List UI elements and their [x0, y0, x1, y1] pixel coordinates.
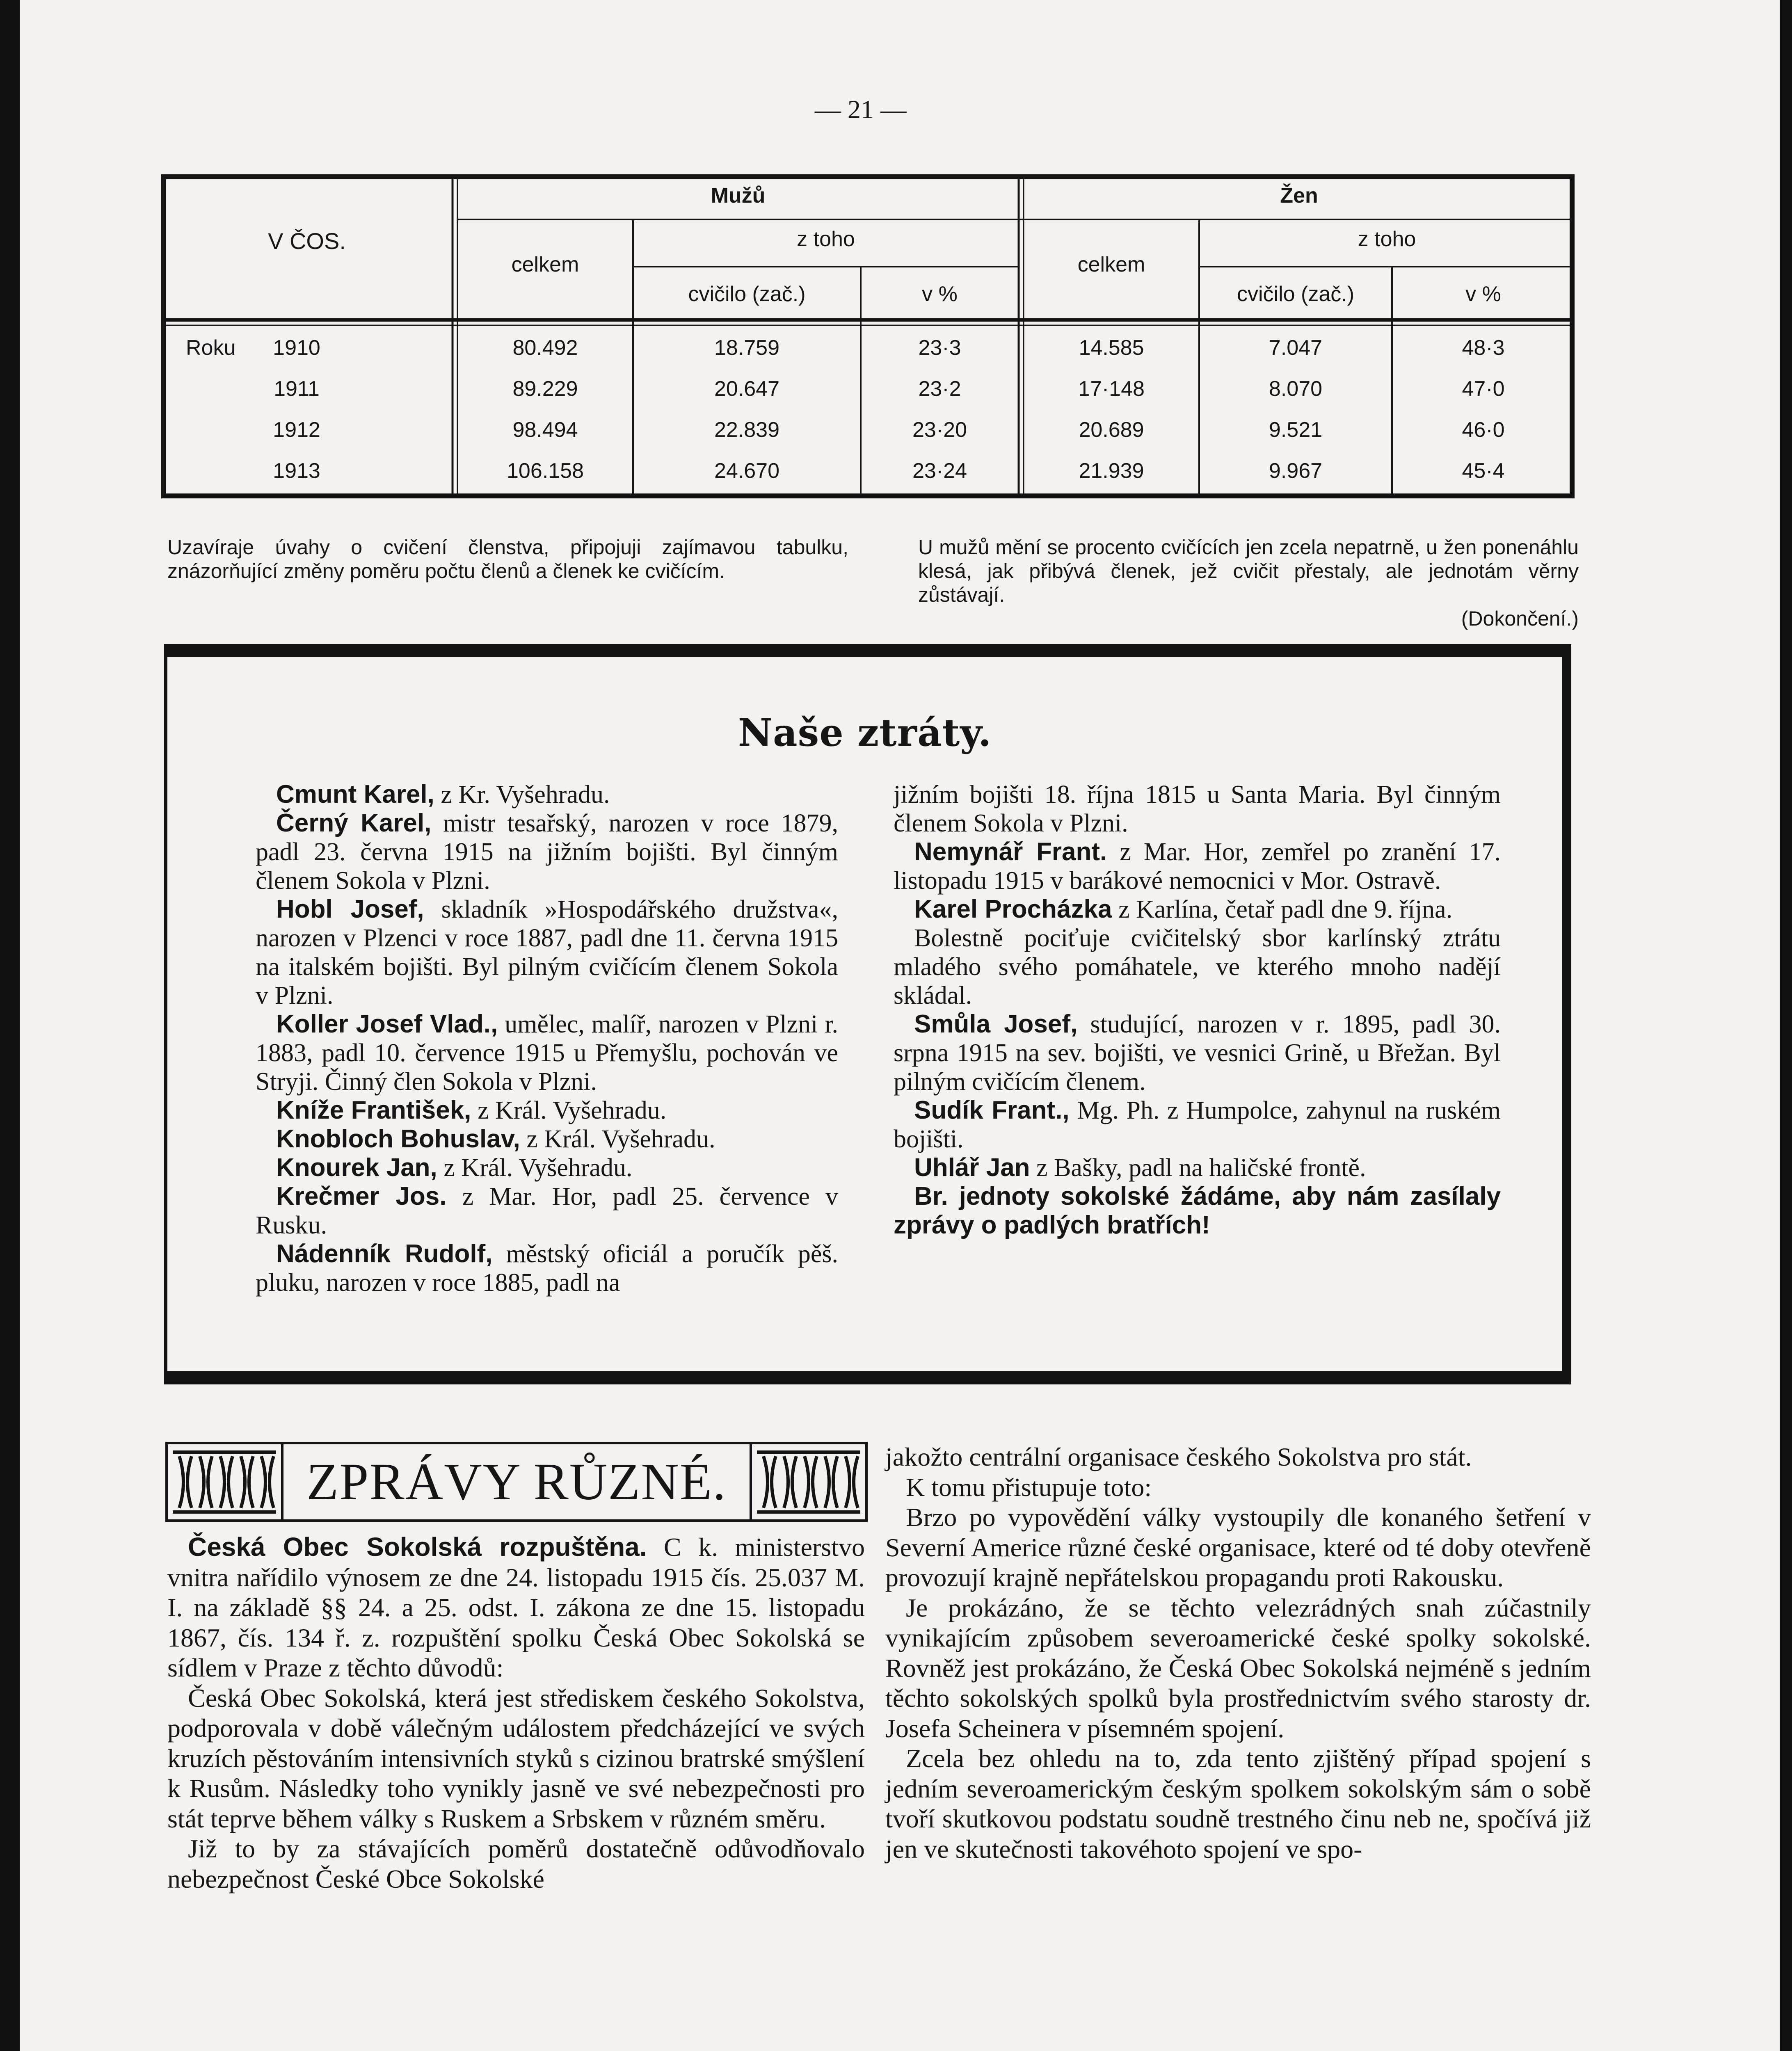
- table-cell: 8.070: [1269, 377, 1323, 401]
- intro-left: [167, 535, 848, 583]
- obituary-entry: Knourek Jan, z Král. Vyšehradu.: [276, 1153, 633, 1182]
- men-exercised-header: cvičilo (zač.): [688, 282, 806, 306]
- page-number: — 21 —: [815, 95, 907, 124]
- table-cell: 46·0: [1462, 418, 1505, 442]
- news-left-column: [167, 1532, 865, 1894]
- newspaper-page: [20, 0, 1780, 2051]
- losses-box: [164, 644, 1571, 1384]
- women-of-which-header: z toho: [1358, 227, 1416, 251]
- women-exercised-header: cvičilo (zač.): [1237, 282, 1355, 306]
- table-cell: 20.689: [1079, 418, 1144, 442]
- table-cell: 47·0: [1462, 377, 1505, 401]
- women-percent-header: v %: [1465, 282, 1501, 306]
- table-cell: 89.229: [512, 377, 578, 401]
- obituary-entry: Cmunt Karel, z Kr. Vyšehradu.: [276, 780, 610, 809]
- table-cell: 14.585: [1079, 336, 1144, 360]
- table-cell: 48·3: [1462, 336, 1505, 360]
- news-banner: [165, 1442, 868, 1522]
- table-cell: 98.494: [512, 418, 578, 442]
- table-cell: 80.492: [512, 336, 578, 360]
- women-total-header: celkem: [1077, 253, 1145, 276]
- obituary-entry: Nemynář Frant. z Mar. Hor, zemřel po zranění 17. listopadu 1915 v barákové nemocnici v Mor. Ostravě.: [894, 838, 1501, 895]
- men-of-which-header: z toho: [797, 227, 855, 251]
- men-total-header: celkem: [511, 253, 579, 276]
- obituary-entry: Koller Josef Vlad., umělec, malíř, narozen v Plzni r. 1883, padl 10. července 1915 u Přemyšlu, pochován ve Stryji. Činný člen Sokola v Plzni.: [256, 1010, 838, 1096]
- table-row-year: 1912: [273, 418, 320, 442]
- losses-title: Naše ztráty.: [738, 710, 992, 755]
- men-percent-header: v %: [922, 282, 958, 306]
- intro-left-text: Uzavíraje úvahy o cvičení členstva, připojuji zajímavou tabulku, znázorňující změny poměru počtu členů a členek ke cvičícím.: [167, 536, 848, 582]
- men-header: Mužů: [711, 184, 766, 208]
- tribute-paragraph: Bolestně pociťuje cvičitelský sbor karlínský ztrátu mladého svého pomáhatele, ve kterého mnoho nadějí skládal.: [894, 924, 1501, 1010]
- table-cell: 23·20: [912, 418, 967, 442]
- losses-right-column: [894, 780, 1501, 1240]
- table-row-year: 1910: [273, 336, 320, 360]
- ornament-left-icon: [171, 1447, 278, 1517]
- obituary-entry: Nádenník Rudolf, městský oficiál a poručík pěš. pluku, narozen v roce 1885, padl na: [256, 1240, 838, 1297]
- obituary-continuation: jižním bojišti 18. října 1815 u Santa Maria. Byl činným členem Sokola v Plzni.: [894, 781, 1501, 837]
- table-cell: 9.967: [1269, 459, 1323, 483]
- table-row-year: 1913: [273, 459, 320, 483]
- obituary-entry: Karel Procházka z Karlína, četař padl dne 9. října.: [914, 895, 1453, 923]
- news-paragraph: K tomu přistupuje toto:: [906, 1472, 1152, 1502]
- women-header: Žen: [1280, 184, 1318, 208]
- news-paragraph: Je prokázáno, že se těchto velezrádných snah zúčastnily vynikajícím způsobem severoamerické české spolky sokolské. Rovněž jest prokázáno, že Česká Obec Sokolská nejméně s jedním těchto sokolských spolků byla prostřednictvím svého starosty dr. Josefa Scheinera v písemném spojení.: [885, 1593, 1591, 1743]
- table-cell: 17·148: [1078, 377, 1145, 401]
- table-cell: 23·2: [918, 377, 961, 401]
- table-cell: 23·24: [912, 459, 967, 483]
- table-cell: 22.839: [714, 418, 780, 442]
- table-cell: 21.939: [1079, 459, 1144, 483]
- table-cell: 7.047: [1269, 336, 1323, 360]
- table-cell: 18.759: [714, 336, 780, 360]
- table-cell: 20.647: [714, 377, 780, 401]
- news-right-column: [885, 1442, 1591, 1864]
- obituary-entry: Krečmer Jos. z Mar. Hor, padl 25. července v Rusku.: [256, 1182, 839, 1239]
- table-cell: 45·4: [1462, 459, 1505, 483]
- obituary-entry: Smůla Josef, studující, narozen v r. 1895, padl 30. srpna 1915 na sev. bojišti, ve vesnici Grině, u Břežan. Byl pilným cvičícím členem.: [894, 1010, 1501, 1096]
- news-paragraph: Brzo po vypovědění války vystoupily dle konaného šetření v Severní Americe různé české organisace, které od té doby otevřeně provozují krajně nepřátelskou propagandu proti Rakousku.: [885, 1503, 1591, 1592]
- losses-left-column: [256, 780, 838, 1297]
- obituary-entry: Uhlář Jan z Bašky, padl na haličské frontě.: [914, 1153, 1366, 1182]
- obituary-entry: Černý Karel, mistr tesařský, narozen v roce 1879, padl 23. června 1915 na jižním bojišti. Byl činným členem Sokola v Plzni.: [256, 809, 838, 895]
- appeal-to-units: Br. jednoty sokolské žádáme, aby nám zasílaly zprávy o padlých bratřích!: [894, 1182, 1501, 1239]
- obituary-entry: Kníže František, z Král. Vyšehradu.: [276, 1096, 667, 1124]
- row-prefix: Roku: [186, 336, 236, 360]
- news-paragraph: Česká Obec Sokolská rozpuštěna. C k. ministerstvo vnitra nařídilo výnosem ze dne 24. listopadu 1915 čís. 25.037 M. I. na základě §§ 24. a 25. odst. I. zákona ze dne 15. listopadu 1867, čís. 134 ř. z. rozpuštění spolku Česká Obec Sokolská se sídlem v Praze z těchto důvodů:: [167, 1532, 865, 1682]
- table-row-year: 1911: [274, 377, 320, 401]
- news-heading: ZPRÁVY RŮZNÉ.: [281, 1444, 752, 1519]
- obituary-entry: Knobloch Bohuslav, z Král. Vyšehradu.: [276, 1125, 715, 1153]
- news-paragraph: jakožto centrální organisace českého Sokolstva pro stát.: [885, 1442, 1472, 1471]
- ornament-right-icon: [755, 1447, 862, 1517]
- table-cell: 23·3: [918, 336, 961, 360]
- table-cell: 106.158: [507, 459, 584, 483]
- obituary-entry: Hobl Josef, skladník »Hospodářského družstva«, narozen v Plzenci v roce 1887, padl dne 11. června 1915 na italském bojišti. Byl pilným cvičícím členem Sokola v Plzni.: [256, 895, 838, 1010]
- news-paragraph: Zcela bez ohledu na to, zda tento zjištěný případ spojení s jedním severoamerickým českým spolkem sokolským sám o sobě tvoří skutkovou podstatu soudně trestného činu neb ne, spočívá již jen ve skutečnosti takovéhoto spojení ve spo-: [885, 1744, 1591, 1864]
- table-cell: 24.670: [714, 459, 780, 483]
- membership-statistics-table: [161, 174, 1575, 498]
- to-be-concluded: (Dokončení.): [1461, 607, 1579, 630]
- table-cell: 9.521: [1269, 418, 1323, 442]
- intro-right-text: U mužů mění se procento cvičících jen zcela nepatrně, u žen ponenáhlu klesá, jak přibývá členek, jež cvičit přestaly, ale jednotám věrny zůstávají.: [918, 536, 1579, 606]
- obituary-entry: Sudík Frant., Mg. Ph. z Humpolce, zahynul na ruském bojišti.: [894, 1096, 1501, 1153]
- news-paragraph: Česká Obec Sokolská, která jest střediskem českého Sokolstva, podporovala v době válečným událostem předcházející ve svých kruzích pěstováním intensivních styků s cizinou bratrské smýšlení k Rusům. Následky toho vynikly jasně ve své nebezpečnosti pro stát teprve během války s Ruskem a Srbskem v různém směru.: [167, 1683, 865, 1833]
- news-paragraph: Již to by za stávajících poměrů dostatečně odůvodňovalo nebezpečnost České Obce Sokolské: [167, 1834, 865, 1893]
- intro-right: [918, 535, 1579, 630]
- corner-label: V ČOS.: [268, 228, 346, 254]
